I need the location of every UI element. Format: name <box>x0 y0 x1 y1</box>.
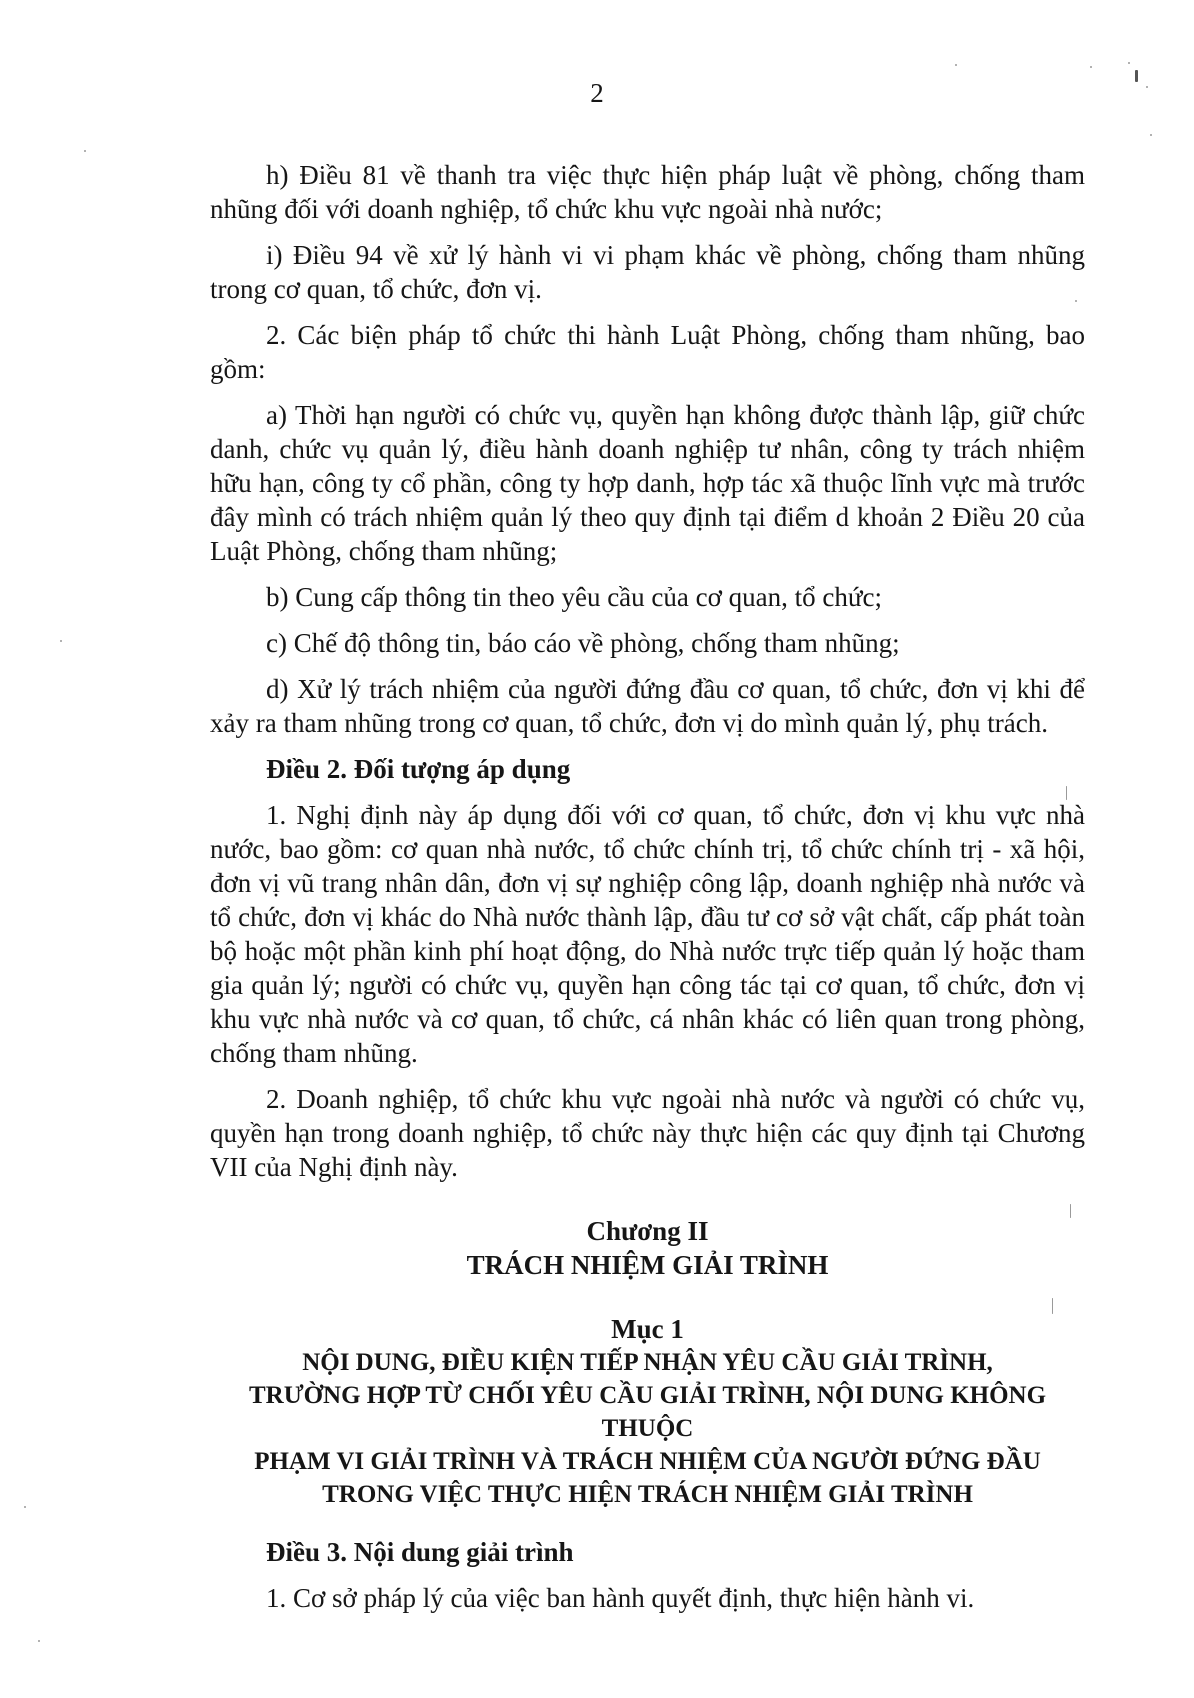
article-2-para-1: 1. Nghị định này áp dụng đối với cơ quan, tổ chức, đơn vị khu vực nhà nước, bao gồm: cơ quan nhà nước, tổ chức chính trị, tổ chức chính trị - xã hội, đơn vị vũ trang nhân dân, đơn vị sự nghiệp công lập, doanh nghiệp nhà nước và tổ chức, đơn vị khác do Nhà nước thành lập, đầu tư cơ sở vật chất, cấp phát toàn bộ hoặc một phần kinh phí hoạt động, do Nhà nước trực tiếp quản lý hoặc tham gia quản lý; người có chức vụ, quyền hạn công tác tại cơ quan, tổ chức, đơn vị khu vực nhà nước và cơ quan, tổ chức, cá nhân khác có liên quan trong phòng, chống tham nhũng. <box>210 800 1085 1068</box>
article-3-heading: Điều 3. Nội dung giải trình <box>266 1537 574 1567</box>
clause-i: i) Điều 94 về xử lý hành vi vi phạm khác về phòng, chống tham nhũng trong cơ quan, tổ chức, đơn vị. <box>210 240 1085 304</box>
chapter-number: Chương II <box>586 1216 709 1246</box>
page-number: 2 <box>590 78 604 108</box>
measure-a: a) Thời hạn người có chức vụ, quyền hạn không được thành lập, giữ chức danh, chức vụ quản lý, điều hành doanh nghiệp tư nhân, công ty trách nhiệm hữu hạn, công ty cổ phần, công ty hợp danh, hợp tác xã thuộc lĩnh vực mà trước đây mình có trách nhiệm quản lý theo quy định tại điểm d khoản 2 Điều 20 của Luật Phòng, chống tham nhũng; <box>210 400 1085 566</box>
scan-speck <box>1128 62 1130 64</box>
scan-speck <box>84 150 86 152</box>
article-3-para-1: 1. Cơ sở pháp lý của việc ban hành quyết định, thực hiện hành vi. <box>266 1583 975 1613</box>
section-title-line: NỘI DUNG, ĐIỀU KIỆN TIẾP NHẬN YÊU CẦU GIẢI TRÌNH, <box>302 1349 993 1376</box>
scan-speck <box>24 1506 26 1508</box>
article-2-heading: Điều 2. Đối tượng áp dụng <box>266 754 571 784</box>
section-title-line: PHẠM VI GIẢI TRÌNH VÀ TRÁCH NHIỆM CỦA NGƯỜI ĐỨNG ĐẦU <box>254 1448 1041 1475</box>
section-heading <box>210 1312 1085 1511</box>
scan-speck <box>38 1640 40 1642</box>
scan-speck <box>60 640 62 642</box>
measure-b: b) Cung cấp thông tin theo yêu cầu của cơ quan, tổ chức; <box>266 582 882 612</box>
clause-h: h) Điều 81 về thanh tra việc thực hiện pháp luật về phòng, chống tham nhũng đối với doanh nghiệp, tổ chức khu vực ngoài nhà nước; <box>210 160 1085 224</box>
document-body <box>210 158 1085 1615</box>
scan-speck <box>1150 134 1152 136</box>
scan-speck <box>1146 86 1148 88</box>
scan-speck <box>955 64 957 66</box>
measure-c: c) Chế độ thông tin, báo cáo về phòng, chống tham nhũng; <box>266 628 900 658</box>
scan-speck <box>1090 66 1092 68</box>
chapter-title: TRÁCH NHIỆM GIẢI TRÌNH <box>466 1250 829 1280</box>
chapter-heading <box>210 1214 1085 1282</box>
section-title-line: TRƯỜNG HỢP TỪ CHỐI YÊU CẦU GIẢI TRÌNH, NỘI DUNG KHÔNG THUỘC <box>248 1382 1047 1442</box>
measures-intro: 2. Các biện pháp tổ chức thi hành Luật Phòng, chống tham nhũng, bao gồm: <box>210 320 1085 384</box>
measure-d: d) Xử lý trách nhiệm của người đứng đầu cơ quan, tổ chức, đơn vị khi để xảy ra tham nhũng trong cơ quan, tổ chức, đơn vị do mình quản lý, phụ trách. <box>210 674 1085 738</box>
scan-speck <box>1135 70 1138 82</box>
section-title-line: TRONG VIỆC THỰC HIỆN TRÁCH NHIỆM GIẢI TRÌNH <box>322 1481 973 1508</box>
article-2-para-2: 2. Doanh nghiệp, tổ chức khu vực ngoài nhà nước và người có chức vụ, quyền hạn trong doanh nghiệp, tổ chức này thực hiện các quy định tại Chương VII của Nghị định này. <box>210 1084 1085 1182</box>
section-number: Mục 1 <box>611 1314 684 1344</box>
